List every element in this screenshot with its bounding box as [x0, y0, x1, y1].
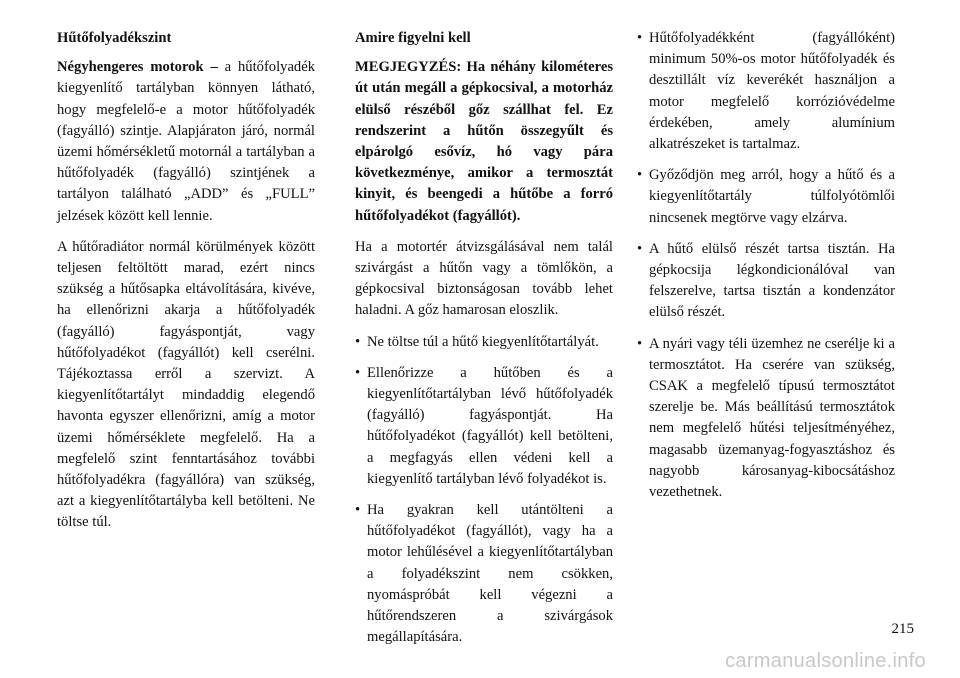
- bullet-icon: •: [637, 30, 643, 46]
- bullet-list-middle: [355, 332, 613, 649]
- list-item-text: Ne töltse túl a hűtő kiegyenlítőtartályát.: [367, 333, 599, 350]
- list-item-text: Hűtőfolyadékként (fagyállóként) minimum 50%-os motor hűtőfolyadék és desztillált víz keverékét használjon a motor megfelelő korrózióvédelme érdekében, amely alumínium alkatrészeket is tartalmaz.: [649, 30, 895, 153]
- paragraph-text-four-cylinder: a hűtőfolyadék kiegyenlítő tartályban könnyen látható, hogy megfelelő-e a motor hűtőfolyadék (fagyálló) szintje. Alapjáraton járó, normál üzemi hőmérsékletű motornál a tartályban a hűtőfolyadék (fagyálló) szintjének a tartályon található „ADD” és „FULL” jelzések között kell lennie.: [57, 59, 316, 224]
- bullet-icon: •: [355, 333, 361, 350]
- section-heading-coolant-level: Hűtőfolyadékszint: [57, 30, 172, 46]
- page-number: 215: [891, 621, 914, 637]
- paragraph-leak-check: Ha a motortér átvizsgálásával nem talál szivárgást a hűtőn vagy a tömlőkön, a gépkocsival biztonságosan tovább lehet haladni. A gőz hamarosan eloszlik.: [355, 238, 613, 319]
- list-item-text: A hűtő elülső részét tartsa tisztán. Ha gépkocsija légkondicionálóval van felszerelve, tartsa tisztán a kondenzátor elülső részét.: [649, 240, 895, 321]
- list-item-text: A nyári vagy téli üzemhez ne cserélje ki a termosztátot. Ha cserére van szükség, CSAK a megfelelő típusú termosztátot szerelje be. Más beállítású termosztátok nem megfelelő hűtési teljesítményéhez, magasabb üzemanyag-fogyasztáshoz és nagyobb károsanyag-kibocsátáshoz vezethetnek.: [649, 335, 895, 501]
- paragraph-four-cylinder: [57, 57, 315, 227]
- list-item: [355, 363, 613, 490]
- column-left: [57, 28, 315, 544]
- paragraph-lead-four-cylinder: Négyhengeres motorok –: [57, 59, 218, 76]
- note-steam: MEGJEGYZÉS: Ha néhány kilométeres út után megáll a gépkocsival, a motorház elülső részéből gőz szállhat fel. Ez rendszerint a hűtőn összegyűlt és elpárolgó esővíz, hó vagy pára következménye, amikor a termosztát kinyit, és beengedi a hűtőbe a forró hűtőfolyadékot (fagyállót).: [355, 59, 613, 224]
- list-item-text: Győződjön meg arról, hogy a hűtő és a kiegyenlítőtartály túlfolyótömlői nincsenek megtörve vagy elzárva.: [649, 167, 895, 226]
- bullet-icon: •: [355, 364, 361, 381]
- watermark: carmanualsonline.info: [725, 650, 926, 672]
- bullet-list-right: [637, 28, 895, 503]
- bullet-icon: •: [637, 167, 643, 184]
- list-item: [355, 500, 613, 648]
- column-right: [637, 28, 895, 513]
- bullet-icon: •: [637, 240, 643, 257]
- list-item-text: Ellenőrizze a hűtőben és a kiegyenlítőtartályban lévő hűtőfolyadék (fagyálló) fagyáspontját. Ha hűtőfolyadékot (fagyállót) kell betölteni, a megfagyás ellen védeni kell a kiegyenlítő tartályban lévő folyadékot is.: [367, 364, 613, 487]
- list-item: [637, 165, 895, 229]
- bullet-icon: •: [637, 335, 643, 352]
- list-item-text: Ha gyakran kell utántölteni a hűtőfolyadékot (fagyállót), vagy ha a motor lehűlésével a kiegyenlítőtartályban a folyadékszint nem csökken, nyomáspróbát kell végezni a hűtőrendszeren a szivárgások megállapítására.: [367, 502, 613, 646]
- bullet-icon: •: [355, 502, 361, 519]
- list-item: [637, 239, 895, 324]
- section-heading-watch-for: Amire figyelni kell: [355, 30, 471, 46]
- list-item: [355, 332, 613, 353]
- list-item: [637, 28, 895, 155]
- column-middle: [355, 28, 613, 658]
- paragraph-radiator: A hűtőradiátor normál körülmények között teljesen feltöltött marad, ezért nincs szükség a hűtősapka eltávolítására, kivéve, ha ellenőrizni akarja a hűtőfolyadék (fagyálló) fagyáspontját, vagy hűtőfolyadékot (fagyállót) kell cserélni. Tájékoztassa erről a szervizt. A kiegyenlítőtartályt mindaddig elegendő havonta egyszer ellenőrizni, amíg a motor üzemi hőmérséklete megfelelő. Ha a megfelelő szint fenntartásához további hűtőfolyadékra (fagyállóra) van szükség, azt a kiegyenlítőtartályba kell betölteni. Ne töltse túl.: [57, 238, 315, 531]
- list-item: [637, 334, 895, 504]
